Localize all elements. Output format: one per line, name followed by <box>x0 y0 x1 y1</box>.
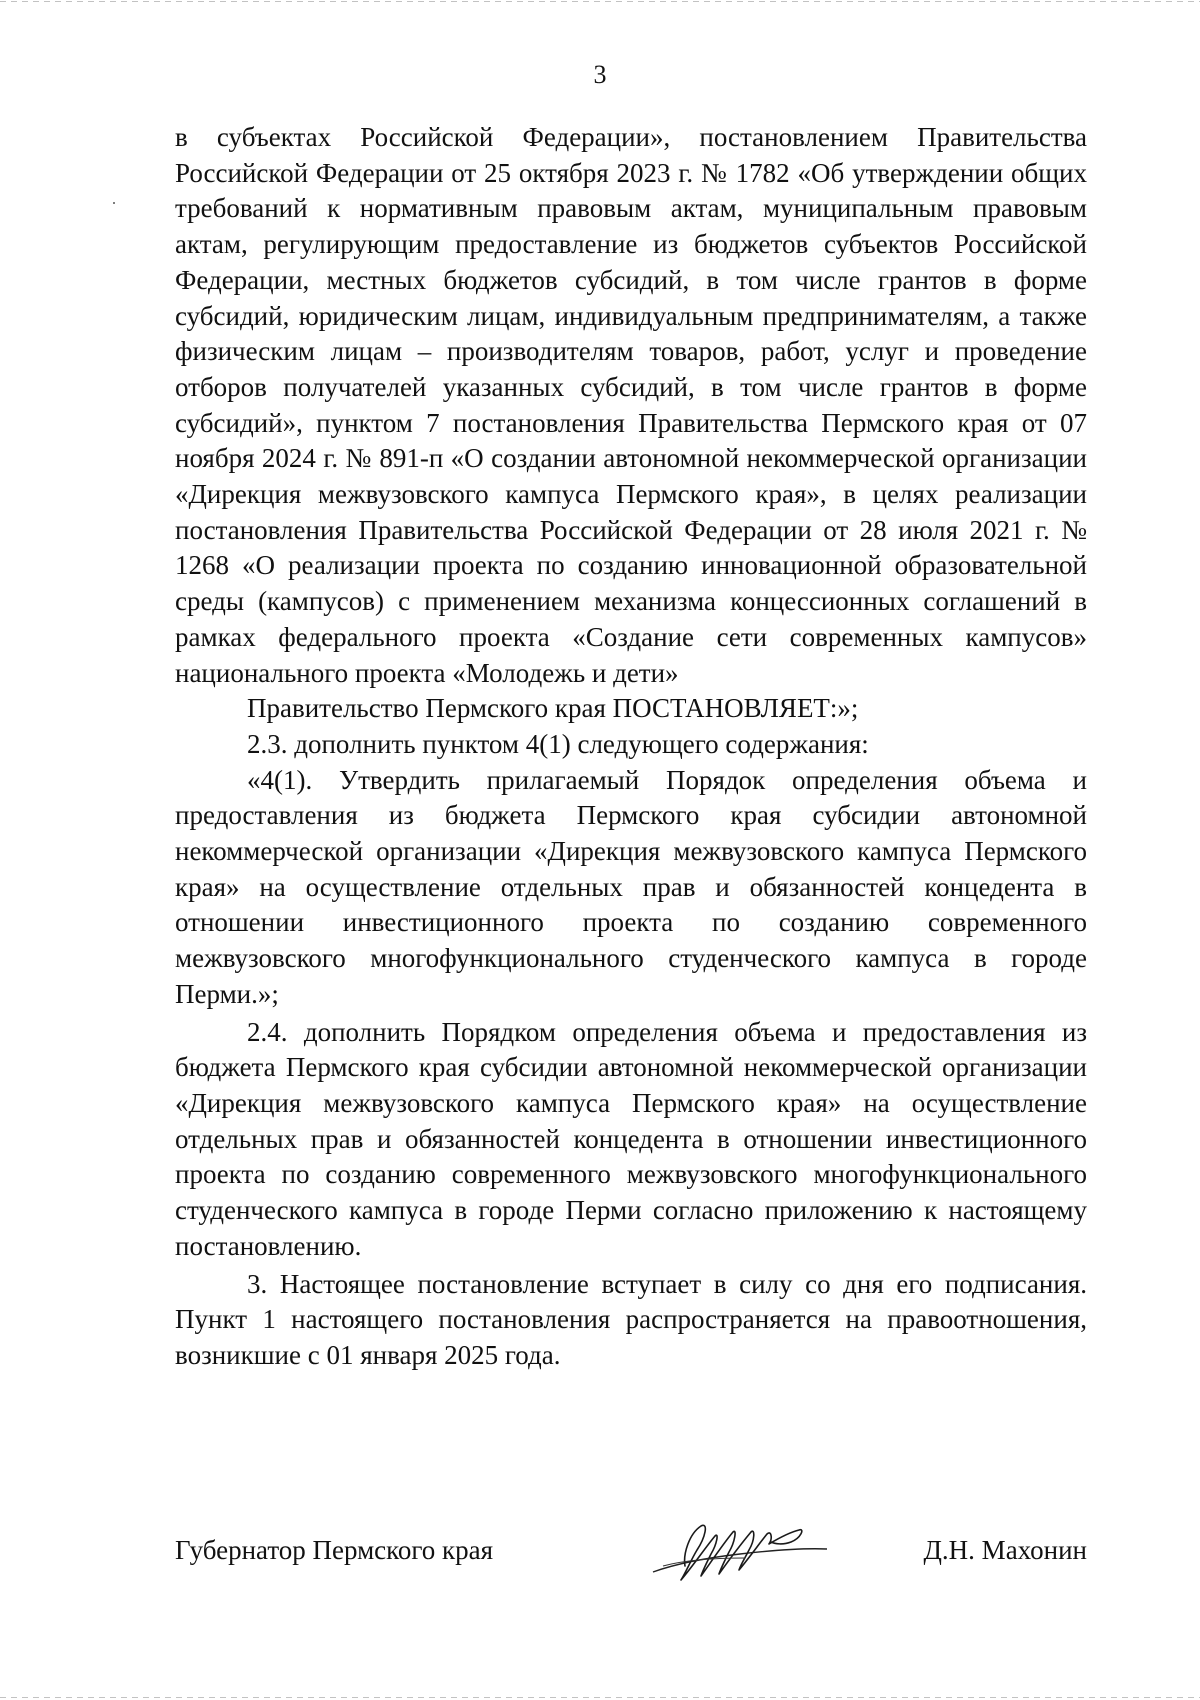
signer-name: Д.Н. Махонин <box>923 1535 1087 1565</box>
paragraph-item-4-1: «4(1). Утвердить прилагаемый Порядок определения объема и предоставления из бюджета Пермского края субсидии автономной некоммерческой организации «Дирекция межвузовского кампуса Пермского края» на осуществление отдельных прав и обязанностей концедента в отношении инвестиционного проекта по созданию современного межвузовского многофункционального студенческого кампуса в городе Перми.»; <box>175 764 1087 1009</box>
paragraph-resolves: Правительство Пермского края ПОСТАНОВЛЯЕТ:»; <box>247 693 859 724</box>
paragraph-item-2-3: 2.3. дополнить пунктом 4(1) следующего содержания: <box>247 728 869 759</box>
page-number: 3 <box>593 60 607 89</box>
signature-block <box>175 1532 1087 1572</box>
paragraph-item-3: 3. Настоящее постановление вступает в силу со дня его подписания. Пункт 1 настоящего постановления распространяется на правоотношения, возникшие с 01 января 2025 года. <box>175 1268 1087 1370</box>
scan-speck <box>113 202 115 204</box>
scan-edge-top <box>0 1 1200 2</box>
signer-title: Губернатор Пермского края <box>175 1535 494 1565</box>
handwritten-signature-icon <box>645 1514 835 1586</box>
paragraph-item-2-4: 2.4. дополнить Порядком определения объема и предоставления из бюджета Пермского края субсидии автономной некоммерческой организации «Дирекция межвузовского кампуса Пермского края» на осуществление отдельных прав и обязанностей концедента в отношении инвестиционного проекта по созданию современного межвузовского многофункционального студенческого кампуса в городе Перми согласно приложению к настоящему постановлению. <box>175 1016 1087 1261</box>
scan-edge-bottom <box>0 1697 1200 1698</box>
paragraph-legal-basis: в субъектах Российской Федерации», постановлением Правительства Российской Федерации от 25 октября 2023 г. № 1782 «Об утверждении общих требований к нормативным правовым актам, муниципальным правовым актам, регулирующим предоставление из бюджетов субъектов Российской Федерации, местных бюджетов субсидий, в том числе грантов в форме субсидий, юридическим лицам, индивидуальным предпринимателям, а также физическим лицам – производителям товаров, работ, услуг и проведение отборов получателей указанных субсидий, в том числе грантов в форме субсидий», пунктом 7 постановления Правительства Пермского края от 07 ноября 2024 г. № 891-п «О создании автономной некоммерческой организации «Дирекция межвузовского кампуса Пермского края», в целях реализации постановления Правительства Российской Федерации от 28 июля 2021 г. № 1268 «О реализации проекта по созданию инновационной образовательной среды (кампусов) с применением механизма концессионных соглашений в рамках федерального проекта «Создание сети современных кампусов» национального проекта «Молодежь и дети» <box>175 122 1087 688</box>
document-body <box>175 120 1087 1374</box>
